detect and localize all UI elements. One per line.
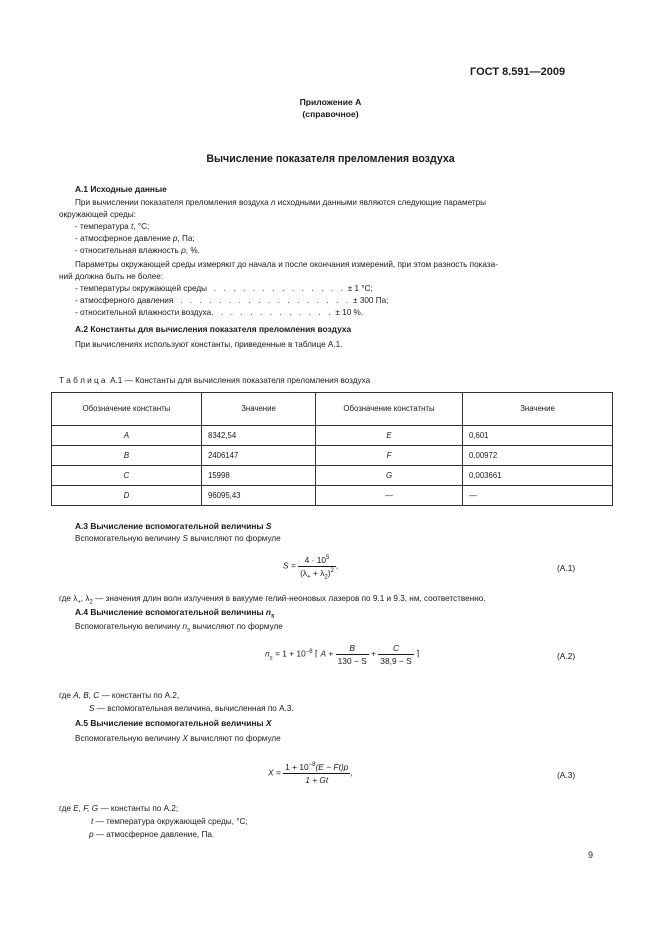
param-label: - атмосферное давление (75, 234, 173, 243)
tolerance-value: ± 10 %. (335, 308, 364, 317)
den-text: ) (327, 568, 331, 578)
table-cell: 15998 (202, 466, 316, 486)
exponent: −8 (305, 648, 313, 655)
where-text: — вспомогательная величина, вычисленная по А.3. (94, 704, 294, 713)
a1-measure-line2: ний должна быть не более: (59, 272, 164, 281)
table-cell: 0,003661 (463, 466, 613, 486)
leader-dots: . . . . . . . . . . . . . . . . . . (180, 296, 351, 305)
body-text: Вспомогательную величину (75, 534, 183, 543)
fraction-numerator: C (378, 642, 413, 655)
where-symbols: p (89, 830, 94, 839)
a4-where-line1 (59, 690, 179, 702)
where-text: где λ (59, 594, 78, 603)
param-unit: , %. (185, 246, 200, 255)
formula-lhs: S = (283, 560, 296, 571)
equation-number-a1: (А.1) (557, 563, 576, 573)
document-id: ГОСТ 8.591—2009 (470, 66, 566, 78)
where-text: — константы по А.2; (98, 804, 179, 813)
body-text: вычисляют по формуле (188, 734, 281, 743)
a1-measure-line1: Параметры окружающей среды измеряют до начала и после окончания измерений, при этом разность показа- (75, 260, 498, 269)
a5-where-line3 (89, 829, 214, 841)
numerator-text: 1 + 10 (285, 762, 309, 772)
table-cell: — (316, 486, 463, 506)
bracket-close: ⌉ (413, 648, 420, 659)
formula-lhs: n (265, 648, 270, 659)
section-a2-heading: А.2 Константы для вычисления показателя преломления воздуха (75, 324, 352, 334)
formula-fraction (378, 642, 413, 667)
tolerance-humidity (75, 307, 363, 319)
formula-a1 (283, 554, 338, 579)
page-number: 9 (587, 850, 593, 860)
heading-text: А.3 Вычисление вспомогательной величины (75, 521, 266, 531)
table-cell: B (52, 446, 202, 466)
heading-text: А.5 Вычисление вспомогательной величины (75, 718, 266, 728)
symbol-n: n (182, 622, 188, 631)
fraction-denominator: 38,9 − S (380, 656, 412, 666)
equation-number-a3: (А.3) (557, 770, 576, 780)
fraction-denominator (298, 567, 336, 579)
constants-table (51, 392, 613, 506)
where-text: , λ (80, 594, 90, 603)
formula-tail: , (335, 560, 339, 571)
exponent: 2 (330, 568, 334, 575)
where-text: где (59, 691, 74, 700)
section-a5-heading (75, 717, 271, 729)
leader-dots: . . . . . . . . . . . . . (211, 308, 334, 317)
param-unit: , °С; (133, 222, 150, 231)
where-symbols: E, F, G (73, 804, 99, 813)
den-text: (λ (300, 568, 308, 578)
section-a1-heading: А.1 Исходные данные (75, 184, 167, 194)
a1-intro-text: исходными данными являются следующие параметры (275, 198, 487, 207)
tolerance-label: - атмосферного давления (75, 296, 174, 305)
equation-number-a2: (А.2) (557, 651, 576, 661)
tolerance-label: - относительной влажности воздуха (75, 308, 212, 317)
fraction-numerator (298, 554, 336, 567)
table-row (52, 466, 613, 486)
exponent: −8 (308, 762, 316, 769)
where-symbols: A, B, C (73, 691, 100, 700)
formula-fraction (283, 761, 353, 786)
a1-intro-line2: окружающей среды: (59, 210, 136, 219)
exponent: 5 (326, 555, 330, 562)
table-cell: A (52, 426, 202, 446)
fraction-denominator: 1 + Gt (305, 775, 329, 785)
appendix-title: Приложение А (299, 97, 362, 107)
param-pressure (75, 233, 195, 245)
fraction-numerator: B (336, 642, 369, 655)
a1-intro-line1 (75, 197, 486, 209)
symbol-s: S (182, 534, 189, 543)
heading-symbol: S (265, 521, 272, 531)
den-text: + λ (310, 568, 325, 578)
a3-where (59, 593, 486, 605)
table-caption (59, 375, 370, 387)
appendix-subtitle: (справочное) (302, 109, 359, 119)
table-cell: C (52, 466, 202, 486)
fraction-denominator: 130 − S (337, 656, 367, 666)
table-cell: 96095,43 (202, 486, 316, 506)
operator: + (326, 648, 336, 659)
numerator-text: (E − Ft)p (315, 762, 349, 772)
table-header-row (52, 393, 613, 426)
where-symbols: S (89, 704, 95, 713)
a3-text (75, 533, 281, 545)
subscript: 2 (324, 574, 328, 581)
param-unit: , Па; (177, 234, 195, 243)
table-row (52, 446, 613, 466)
formula-a3 (268, 761, 353, 786)
where-text: — атмосферное давление, Па. (93, 830, 215, 839)
param-label: - относительная влажность (75, 246, 182, 255)
body-text: Вспомогательную величину (75, 734, 183, 743)
column-header: Обозначение константы (52, 393, 202, 426)
a4-where-line2 (89, 703, 294, 715)
formula-fraction (336, 642, 369, 667)
param-symbol: ρ (181, 246, 186, 255)
table-row (52, 426, 613, 446)
column-header: Обозначение констатнты (316, 393, 463, 426)
formula-text: = 1 + 10 (272, 648, 306, 659)
operator: + (368, 648, 379, 659)
subscript: 2 (89, 599, 93, 606)
subscript: + (307, 574, 311, 581)
column-header: Значение (202, 393, 316, 426)
leader-dots: . . . . . . . . . . . . . . (213, 284, 346, 293)
param-symbol: р (172, 234, 178, 243)
tolerance-label: - температуры окружающей среды (75, 284, 207, 293)
body-text: Вспомогательную величину (75, 622, 183, 631)
a5-where-line1 (59, 803, 178, 815)
numerator-text: 4 · 10 (304, 555, 327, 565)
a5-text (75, 733, 281, 745)
formula-lhs: X = (268, 767, 281, 778)
table-cell: G (316, 466, 463, 486)
param-label: - температура (75, 222, 131, 231)
tolerance-temperature (75, 283, 373, 295)
formula-a2 (265, 642, 419, 667)
heading-text: А.4 Вычисление вспомогательной величины (75, 607, 266, 617)
a4-text (75, 621, 283, 633)
table-cell: 0,601 (463, 426, 613, 446)
fraction-numerator (283, 761, 350, 774)
formula-symbol: A (320, 648, 327, 659)
subscript: + (77, 599, 81, 606)
table-cell: D (52, 486, 202, 506)
column-header: Значение (463, 393, 613, 426)
param-symbol: t (130, 222, 134, 231)
where-symbols: t (91, 817, 94, 826)
where-text: где (59, 804, 74, 813)
table-cell: 8342,54 (202, 426, 316, 446)
section-a4-heading (75, 606, 274, 618)
table-cell: F (316, 446, 463, 466)
tolerance-pressure (75, 295, 388, 307)
symbol-n: n (270, 198, 276, 207)
table-caption-prefix: Т а б л и ц а (59, 376, 106, 385)
subscript: s (271, 613, 275, 620)
where-text: — константы по А.2, (99, 691, 180, 700)
tolerance-value: ± 1 °С; (347, 284, 373, 293)
table-cell: 2406147 (202, 446, 316, 466)
section-a3-heading (75, 520, 271, 532)
bracket-open: ⌈ (312, 648, 321, 659)
table-caption-text: А.1 — Константы для вычисления показателя преломления воздуха (110, 376, 371, 385)
heading-symbol: X (265, 718, 272, 728)
heading-symbol: n (265, 607, 272, 617)
a1-intro-text: При вычислении показателя преломления воздуха (75, 198, 271, 207)
where-text: — значения длин волн излучения в вакууме гелий-неоновых лазеров по 9.1 и 9.3, нм, соответственно. (92, 594, 486, 603)
body-text: вычисляют по формуле (190, 622, 283, 631)
param-temperature (75, 221, 149, 233)
table-cell: E (316, 426, 463, 446)
symbol-x: X (182, 734, 189, 743)
subscript: s (269, 655, 273, 662)
a2-text: При вычислениях используют константы, приведенные в таблице А.1. (75, 340, 343, 349)
table-row (52, 486, 613, 506)
a5-where-line2 (91, 816, 248, 828)
subscript: s (187, 627, 191, 634)
body-text: вычисляют по формуле (188, 534, 281, 543)
table-cell: — (463, 486, 613, 506)
tolerance-value: ± 300 Па; (353, 296, 389, 305)
page-title: Вычисление показателя преломления воздуха (206, 153, 455, 165)
formula-fraction (298, 554, 339, 581)
param-humidity (75, 245, 200, 257)
where-text: — температура окружающей среды, °С; (93, 817, 248, 826)
formula-tail: , (350, 767, 353, 778)
table-cell: 0,00972 (463, 446, 613, 466)
